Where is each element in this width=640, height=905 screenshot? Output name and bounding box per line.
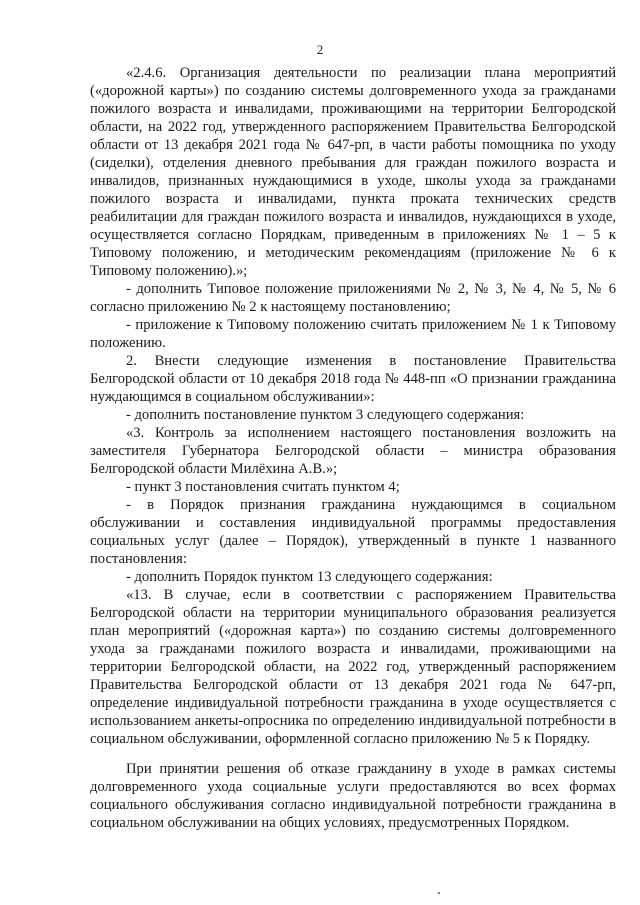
paragraph-point-3-text: «3. Контроль за исполнением настоящего постановления возложить на заместителя Губернатора Белгородской области – министра образования Белгородской области Милёхина А.В.»; [90, 425, 616, 477]
paragraph-item-2: 2. Внести следующие изменения в постановление Правительства Белгородской области от 10 декабря 2018 года № 448-пп «О признании гражданина нуждающимся в социальном обслуживании»: [90, 353, 616, 405]
paragraph-renumber-point-3: - пункт 3 постановления считать пунктом 4; [126, 479, 400, 495]
paragraph-appendix-renumber: - приложение к Типовому положению считать приложением № 1 к Типовому положению. [90, 317, 616, 351]
paragraph-point-13-text: «13. В случае, если в соответствии с распоряжением Правительства Белгородской области на территории муниципального образования реализуется план мероприятий («дорожная карта») по созданию системы долговременного ухода за гражданами пожилого возраста и инвалидами, проживающими на территории Белгородской области, на 2022 год, утвержденный распоряжением Правительства Белгородской области от 13 декабря 2021 года № 647-рп, определение индивидуальной потребности гражданина в уходе осуществляется с использованием анкеты-опросника по определению индивидуальной потребности в социальном обслуживании, оформленной согласно приложению № 5 к Порядку. [90, 587, 616, 747]
paragraph-add-point-13: - дополнить Порядок пунктом 13 следующего содержания: [126, 569, 493, 585]
page-number: 2 [316, 42, 324, 57]
scan-speck [438, 892, 440, 894]
paragraph-add-point-3: - дополнить постановление пунктом 3 следующего содержания: [126, 407, 525, 423]
paragraph-refusal: При принятии решения об отказе гражданину в уходе в рамках системы долговременного ухода социальные услуги предоставляются во всех формах социального обслуживания согласно индивидуальной потребности гражданина в социальном обслуживании на общих условиях, предусмотренных Порядком. [90, 761, 616, 831]
paragraph-2-4-6: «2.4.6. Организация деятельности по реализации плана мероприятий («дорожной карты») по созданию системы долговременного ухода за гражданами пожилого возраста и инвалидами, проживающими на территории Белгородской области, на 2022 год, утвержденного распоряжением Правительства Белгородской области от 13 декабря 2021 года № 647-рп, в части работы помощника по уходу (сиделки), отделения дневного пребывания для граждан пожилого возраста и инвалидов, признанных нуждающимися в уходе, школы ухода за гражданами пожилого возраста и инвалидами, пункта проката технических средств реабилитации для граждан пожилого возраста и инвалидов, нуждающихся в уходе, осуществляется согласно Порядкам, приведенным в приложениях № 1 – 5 к Типовому положению, и методическим рекомендациям (приложение № 6 к Типовому положению).»; [90, 65, 616, 279]
document-body [90, 64, 616, 832]
paragraph-add-appendices: - дополнить Типовое положение приложениями № 2, № 3, № 4, № 5, № 6 согласно приложению № 2 к настоящему постановлению; [90, 281, 616, 315]
paragraph-procedure-intro: - в Порядок признания гражданина нуждающимся в социальном обслуживании и составления индивидуальной программы предоставления социальных услуг (далее – Порядок), утвержденный в пункте 1 названного постановления: [90, 497, 616, 567]
